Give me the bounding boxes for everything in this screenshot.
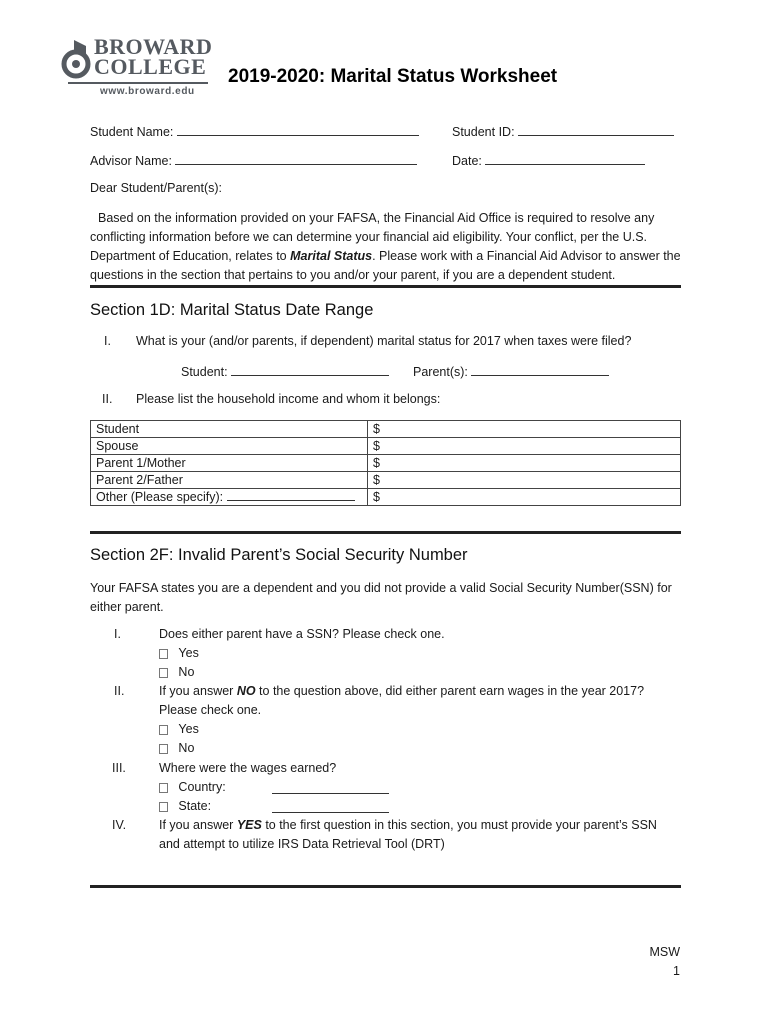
date-label: Date: xyxy=(452,154,482,168)
yes-checkbox[interactable] xyxy=(159,725,168,735)
date-field[interactable] xyxy=(485,152,645,165)
student-id-label: Student ID: xyxy=(452,125,515,139)
advisor-name-label: Advisor Name: xyxy=(90,154,172,168)
s2-question-1-number: I. xyxy=(114,627,121,641)
intro-text-end: . Please work with a Financial Aid Advisor to answer the questions in the section that pertains to you and/or your parent, if you are a dependent student. xyxy=(90,249,681,282)
advisor-name-row xyxy=(90,152,417,168)
state-option xyxy=(159,799,211,813)
section-1-heading: Section 1D: Marital Status Date Range xyxy=(90,301,374,319)
intro-emphasis: Marital Status xyxy=(290,249,373,263)
parents-status-row xyxy=(413,363,609,379)
s2-q2-yes-option xyxy=(159,722,199,736)
state-checkbox[interactable] xyxy=(159,802,168,812)
student-status-field[interactable] xyxy=(231,363,389,376)
table-row xyxy=(91,438,681,455)
no-label: No xyxy=(178,665,195,679)
s2-question-2-number: II. xyxy=(114,684,125,698)
parents-status-label: Parent(s): xyxy=(413,365,468,379)
s2-question-3-text: Where were the wages earned? xyxy=(159,761,337,775)
country-field[interactable] xyxy=(272,781,389,794)
footer-code: MSW xyxy=(649,945,680,959)
income-value-cell[interactable]: $ xyxy=(368,489,681,506)
income-label-cell: Parent 1/Mother xyxy=(91,455,368,472)
income-value-cell[interactable]: $ xyxy=(368,421,681,438)
broward-college-logo xyxy=(60,34,212,98)
no-checkbox[interactable] xyxy=(159,668,168,678)
page-title: 2019-2020: Marital Status Worksheet xyxy=(228,66,558,87)
section-divider xyxy=(90,285,681,288)
income-label-cell: Spouse xyxy=(91,438,368,455)
intro-paragraph xyxy=(90,209,690,285)
college-emblem-icon xyxy=(60,36,94,80)
income-label-cell: Student xyxy=(91,421,368,438)
other-specify-label: Other (Please specify): xyxy=(96,490,224,504)
q2-emphasis: NO xyxy=(236,684,256,698)
q2-text-start: If you answer xyxy=(159,684,237,698)
intro-text-start: Based on the information provided on your FAFSA, the Financial Aid Office is required to resolve any conflicting information before we can determine your financial aid eligibility. Your conflict, per the U.S. Department of Education, relates to xyxy=(90,211,655,263)
section-2-heading: Section 2F: Invalid Parent’s Social Security Number xyxy=(90,546,468,564)
student-name-label: Student Name: xyxy=(90,125,174,139)
income-value-cell[interactable]: $ xyxy=(368,472,681,489)
student-id-field[interactable] xyxy=(518,123,674,136)
question-1-number: I. xyxy=(104,334,111,348)
student-status-row xyxy=(181,363,389,379)
household-income-table xyxy=(90,420,681,506)
question-2-number: II. xyxy=(102,392,113,406)
question-2-text: Please list the household income and whom it belongs: xyxy=(136,392,441,406)
s2-question-3-number: III. xyxy=(112,761,126,775)
no-label: No xyxy=(178,741,195,755)
income-label-cell: Parent 2/Father xyxy=(91,472,368,489)
section-divider xyxy=(90,885,681,888)
s2-question-4-text xyxy=(159,818,657,832)
s2-q2-no-option xyxy=(159,741,194,755)
s2-question-1-text: Does either parent have a SSN? Please check one. xyxy=(159,627,445,641)
state-label: State: xyxy=(178,799,212,813)
income-label-cell xyxy=(91,489,368,506)
logo-text-broward: BROWARD xyxy=(94,34,213,59)
s2-q1-yes-option xyxy=(159,646,199,660)
page-number: 1 xyxy=(673,964,680,978)
advisor-name-field[interactable] xyxy=(175,152,417,165)
salutation: Dear Student/Parent(s): xyxy=(90,181,223,195)
s2-question-2-line2: Please check one. xyxy=(159,703,262,717)
section-2-intro: Your FAFSA states you are a dependent and you did not provide a valid Social Security Number(SSN) for either parent. xyxy=(90,581,672,614)
state-field[interactable] xyxy=(272,800,389,813)
parents-status-field[interactable] xyxy=(471,363,609,376)
country-checkbox[interactable] xyxy=(159,783,168,793)
section-divider xyxy=(90,531,681,534)
table-row xyxy=(91,421,681,438)
date-row xyxy=(452,152,645,168)
student-name-field[interactable] xyxy=(177,123,419,136)
q4-text-end: to the first question in this section, you must provide your parent’s SSN xyxy=(261,818,657,832)
table-row xyxy=(91,472,681,489)
student-status-label: Student: xyxy=(181,365,228,379)
no-checkbox[interactable] xyxy=(159,744,168,754)
yes-label: Yes xyxy=(178,722,199,736)
student-name-row xyxy=(90,123,419,139)
q4-emphasis: YES xyxy=(236,818,262,832)
table-row xyxy=(91,455,681,472)
question-1-text: What is your (and/or parents, if dependent) marital status for 2017 when taxes were filed? xyxy=(136,334,632,348)
other-specify-field[interactable] xyxy=(227,490,355,501)
country-option xyxy=(159,780,226,794)
s2-q1-no-option xyxy=(159,665,194,679)
s2-question-2-text xyxy=(159,684,644,698)
logo-text-college: COLLEGE xyxy=(94,54,207,79)
logo-divider xyxy=(68,82,208,84)
s2-question-4-line2: and attempt to utilize IRS Data Retrieval Tool (DRT) xyxy=(159,837,445,851)
yes-checkbox[interactable] xyxy=(159,649,168,659)
table-row xyxy=(91,489,681,506)
student-id-row xyxy=(452,123,674,139)
income-value-cell[interactable]: $ xyxy=(368,438,681,455)
yes-label: Yes xyxy=(178,646,199,660)
country-label: Country: xyxy=(178,780,226,794)
s2-question-4-number: IV. xyxy=(112,818,127,832)
q4-text-start: If you answer xyxy=(159,818,237,832)
income-value-cell[interactable]: $ xyxy=(368,455,681,472)
logo-url: www.broward.edu xyxy=(100,86,195,97)
q2-text-end: to the question above, did either parent earn wages in the year 2017? xyxy=(255,684,645,698)
